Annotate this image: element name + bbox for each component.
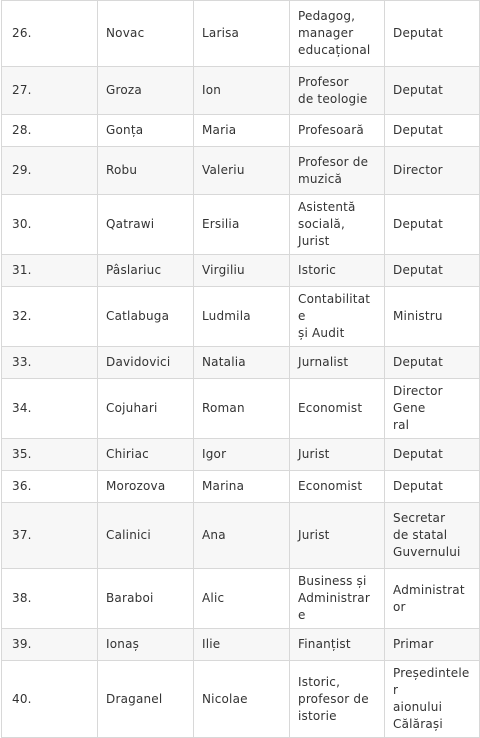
cell-function: Ministru	[385, 287, 480, 347]
cell-last-name: Ionaș	[98, 629, 194, 661]
cell-function: Director	[385, 147, 480, 195]
cell-last-name: Robu	[98, 147, 194, 195]
cell-first-name: Ludmila	[194, 287, 290, 347]
cell-profession: Finanțist	[290, 629, 385, 661]
cell-number: 37.	[2, 503, 98, 569]
cell-profession: Profesor de teologie	[290, 67, 385, 115]
cell-function: Primar	[385, 629, 480, 661]
cell-number: 40.	[2, 661, 98, 738]
cell-profession: Jurist	[290, 503, 385, 569]
cell-first-name: Virgiliu	[194, 255, 290, 287]
cell-profession: Asistentă socială, Jurist	[290, 195, 385, 255]
table-row	[2, 287, 480, 347]
cell-number: 29.	[2, 147, 98, 195]
cell-first-name: Nicolae	[194, 661, 290, 738]
table-row	[2, 439, 480, 471]
cell-profession: Jurnalist	[290, 347, 385, 379]
cell-profession: Jurist	[290, 439, 385, 471]
cell-function: Președintele r aionului Călărași	[385, 661, 480, 738]
table-row	[2, 115, 480, 147]
cell-number: 32.	[2, 287, 98, 347]
cell-first-name: Alic	[194, 569, 290, 629]
table-row	[2, 503, 480, 569]
cell-last-name: Pâslariuc	[98, 255, 194, 287]
cell-first-name: Natalia	[194, 347, 290, 379]
table-row	[2, 1, 480, 67]
cell-number: 38.	[2, 569, 98, 629]
cell-function: Secretar de statal Guvernului	[385, 503, 480, 569]
cell-profession: Business și Administrare	[290, 569, 385, 629]
cell-number: 27.	[2, 67, 98, 115]
cell-function: Deputat	[385, 471, 480, 503]
cell-number: 28.	[2, 115, 98, 147]
cell-last-name: Catlabuga	[98, 287, 194, 347]
cell-profession: Pedagog, manager educațional	[290, 1, 385, 67]
cell-number: 36.	[2, 471, 98, 503]
cell-number: 30.	[2, 195, 98, 255]
cell-first-name: Ilie	[194, 629, 290, 661]
cell-function: Deputat	[385, 67, 480, 115]
cell-function: Deputat	[385, 115, 480, 147]
cell-number: 34.	[2, 379, 98, 439]
table-row	[2, 255, 480, 287]
cell-profession: Contabilitate și Audit	[290, 287, 385, 347]
cell-last-name: Draganel	[98, 661, 194, 738]
cell-last-name: Novac	[98, 1, 194, 67]
cell-profession: Profesoară	[290, 115, 385, 147]
cell-first-name: Maria	[194, 115, 290, 147]
cell-last-name: Qatrawi	[98, 195, 194, 255]
cell-first-name: Larisa	[194, 1, 290, 67]
cell-profession: Economist	[290, 471, 385, 503]
cell-last-name: Baraboi	[98, 569, 194, 629]
cell-function: Deputat	[385, 255, 480, 287]
cell-first-name: Ersilia	[194, 195, 290, 255]
table-row	[2, 629, 480, 661]
cell-number: 33.	[2, 347, 98, 379]
cell-function: Deputat	[385, 439, 480, 471]
members-table-body	[2, 1, 480, 738]
table-row	[2, 347, 480, 379]
members-table	[1, 0, 480, 738]
cell-function: Administrator	[385, 569, 480, 629]
cell-function: Deputat	[385, 347, 480, 379]
cell-profession: Profesor de muzică	[290, 147, 385, 195]
table-row	[2, 67, 480, 115]
cell-first-name: Marina	[194, 471, 290, 503]
table-row	[2, 147, 480, 195]
cell-last-name: Gonța	[98, 115, 194, 147]
cell-last-name: Groza	[98, 67, 194, 115]
table-row	[2, 195, 480, 255]
cell-first-name: Ana	[194, 503, 290, 569]
cell-first-name: Ion	[194, 67, 290, 115]
cell-number: 26.	[2, 1, 98, 67]
cell-profession: Economist	[290, 379, 385, 439]
cell-last-name: Cojuhari	[98, 379, 194, 439]
cell-first-name: Valeriu	[194, 147, 290, 195]
cell-last-name: Chiriac	[98, 439, 194, 471]
cell-profession: Istoric	[290, 255, 385, 287]
table-row	[2, 471, 480, 503]
cell-function: Deputat	[385, 1, 480, 67]
cell-function: Director Gene ral	[385, 379, 480, 439]
cell-first-name: Igor	[194, 439, 290, 471]
cell-number: 35.	[2, 439, 98, 471]
table-row	[2, 379, 480, 439]
cell-last-name: Morozova	[98, 471, 194, 503]
table-row	[2, 661, 480, 738]
cell-profession: Istoric, profesor de istorie	[290, 661, 385, 738]
cell-number: 31.	[2, 255, 98, 287]
cell-last-name: Davidovici	[98, 347, 194, 379]
table-row	[2, 569, 480, 629]
cell-first-name: Roman	[194, 379, 290, 439]
cell-number: 39.	[2, 629, 98, 661]
cell-last-name: Calinici	[98, 503, 194, 569]
cell-function: Deputat	[385, 195, 480, 255]
